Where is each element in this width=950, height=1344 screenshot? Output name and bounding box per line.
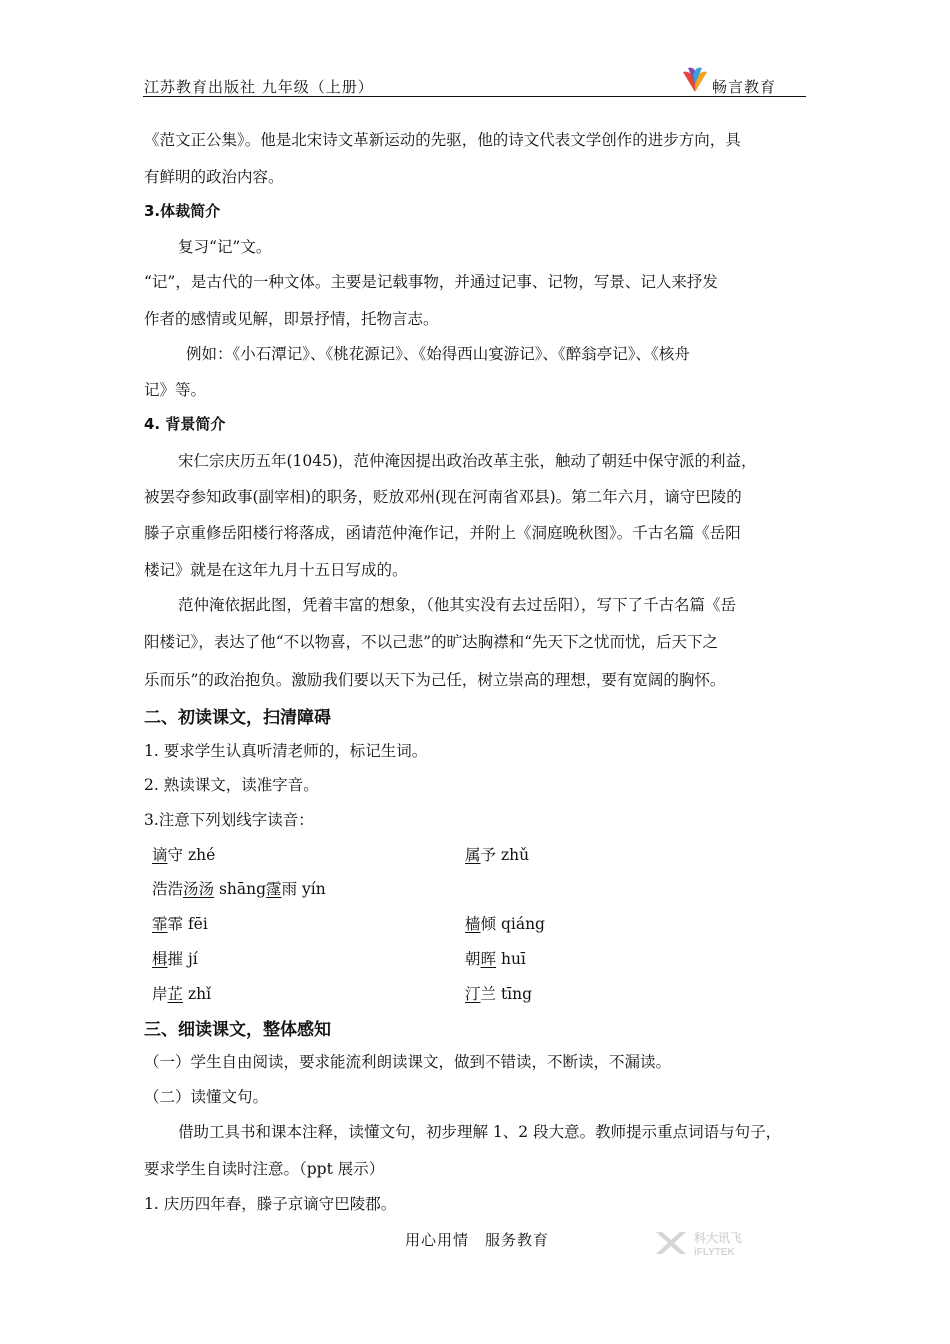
- section-heading-close-reading: 三、细读课文，整体感知: [144, 1020, 331, 1040]
- text-line: 作者的感情或见解，即景抒情，托物言志。: [144, 310, 439, 328]
- text-line: 阳楼记》，表达了他“不以物喜，不以己悲”的旷达胸襟和“先天下之忧而忧，后天下之: [144, 633, 719, 651]
- section-heading-background: 4. 背景简介: [144, 415, 226, 433]
- pinyin-item: 谪守 zhé: [152, 846, 216, 864]
- pinyin-item: 朝晖 huī: [465, 950, 526, 968]
- text-line: 记》等。: [144, 381, 207, 399]
- text-line: 3.注意下列划线字读音：: [144, 811, 314, 829]
- pinyin-item: 樯倾 qiáng: [465, 915, 545, 933]
- text-line: 乐而乐”的政治抱负。激励我们要以天下为己任，树立崇高的理想，要有宽阔的胸怀。: [144, 671, 726, 689]
- section-heading-genre: 3.体裁简介: [144, 202, 221, 220]
- pinyin-item: 汀兰 tīng: [465, 985, 533, 1003]
- pinyin-item: 浩浩汤汤 shāng霪雨 yín: [152, 880, 326, 898]
- text-line: 1. 庆历四年春，滕子京谪守巴陵郡。: [144, 1195, 397, 1213]
- header-publisher: 江苏教育出版社 九年级（上册）: [144, 78, 374, 96]
- changyan-logo-icon: [680, 66, 710, 94]
- text-line: 《范文正公集》。他是北宋诗文革新运动的先驱，他的诗文代表文学创作的进步方向，具: [144, 131, 741, 149]
- pinyin-item: 属予 zhǔ: [465, 846, 530, 864]
- text-line: “记”，是古代的一种文体。主要是记载事物，并通过记事、记物，写景、记人来抒发: [144, 273, 718, 291]
- text-line: 1. 要求学生认真听清老师的，标记生词。: [144, 742, 428, 760]
- text-line: 范仲淹依据此图，凭着丰富的想象，（他其实没有去过岳阳），写下了千古名篇《岳: [178, 596, 737, 614]
- text-line: 例如：《小石潭记》、《桃花源记》、《始得西山宴游记》、《醉翁亭记》、《核舟: [186, 345, 690, 363]
- text-line: 有鲜明的政治内容。: [144, 168, 284, 186]
- section-heading-first-reading: 二、初读课文，扫清障碍: [144, 708, 331, 728]
- header-divider: [143, 96, 806, 97]
- text-line: 借助工具书和课本注释，读懂文句，初步理解 1、2 段大意。教师提示重点词语与句子，: [178, 1123, 782, 1141]
- pinyin-item: 岸芷 zhǐ: [152, 985, 212, 1003]
- text-line: （一）学生自由阅读，要求能流利朗读课文，做到不错读，不断读，不漏读。: [144, 1053, 672, 1071]
- pinyin-item: 楫摧 jí: [152, 950, 198, 968]
- text-line: 楼记》就是在这年九月十五日写成的。: [144, 561, 408, 579]
- pinyin-item: 霏霏 fēi: [152, 915, 208, 933]
- text-line: 被罢夺参知政事(副宰相)的职务，贬放邓州(现在河南省邓县)。第二年六月，谪守巴陵的: [144, 488, 742, 506]
- footer-slogan: 用心用情 服务教育: [405, 1231, 550, 1249]
- text-line: 2. 熟读课文，读准字音。: [144, 776, 319, 794]
- header-brand: 畅言教育: [712, 78, 777, 96]
- svg-text:科大讯飞: 科大讯飞: [694, 1231, 743, 1245]
- svg-text:iFLYTEK: iFLYTEK: [694, 1247, 735, 1258]
- text-line: （二）读懂文句。: [144, 1088, 269, 1106]
- text-line: 要求学生自读时注意。（ppt 展示）: [144, 1160, 385, 1178]
- text-line: 宋仁宗庆历五年(1045)，范仲淹因提出政治改革主张，触动了朝廷中保守派的利益，: [178, 452, 757, 470]
- text-line: 滕子京重修岳阳楼行将落成，函请范仲淹作记，并附上《洞庭晚秋图》。千古名篇《岳阳: [144, 524, 741, 542]
- iflytek-logo-icon: [654, 1228, 766, 1258]
- text-line: 复习“记”文。: [178, 238, 272, 256]
